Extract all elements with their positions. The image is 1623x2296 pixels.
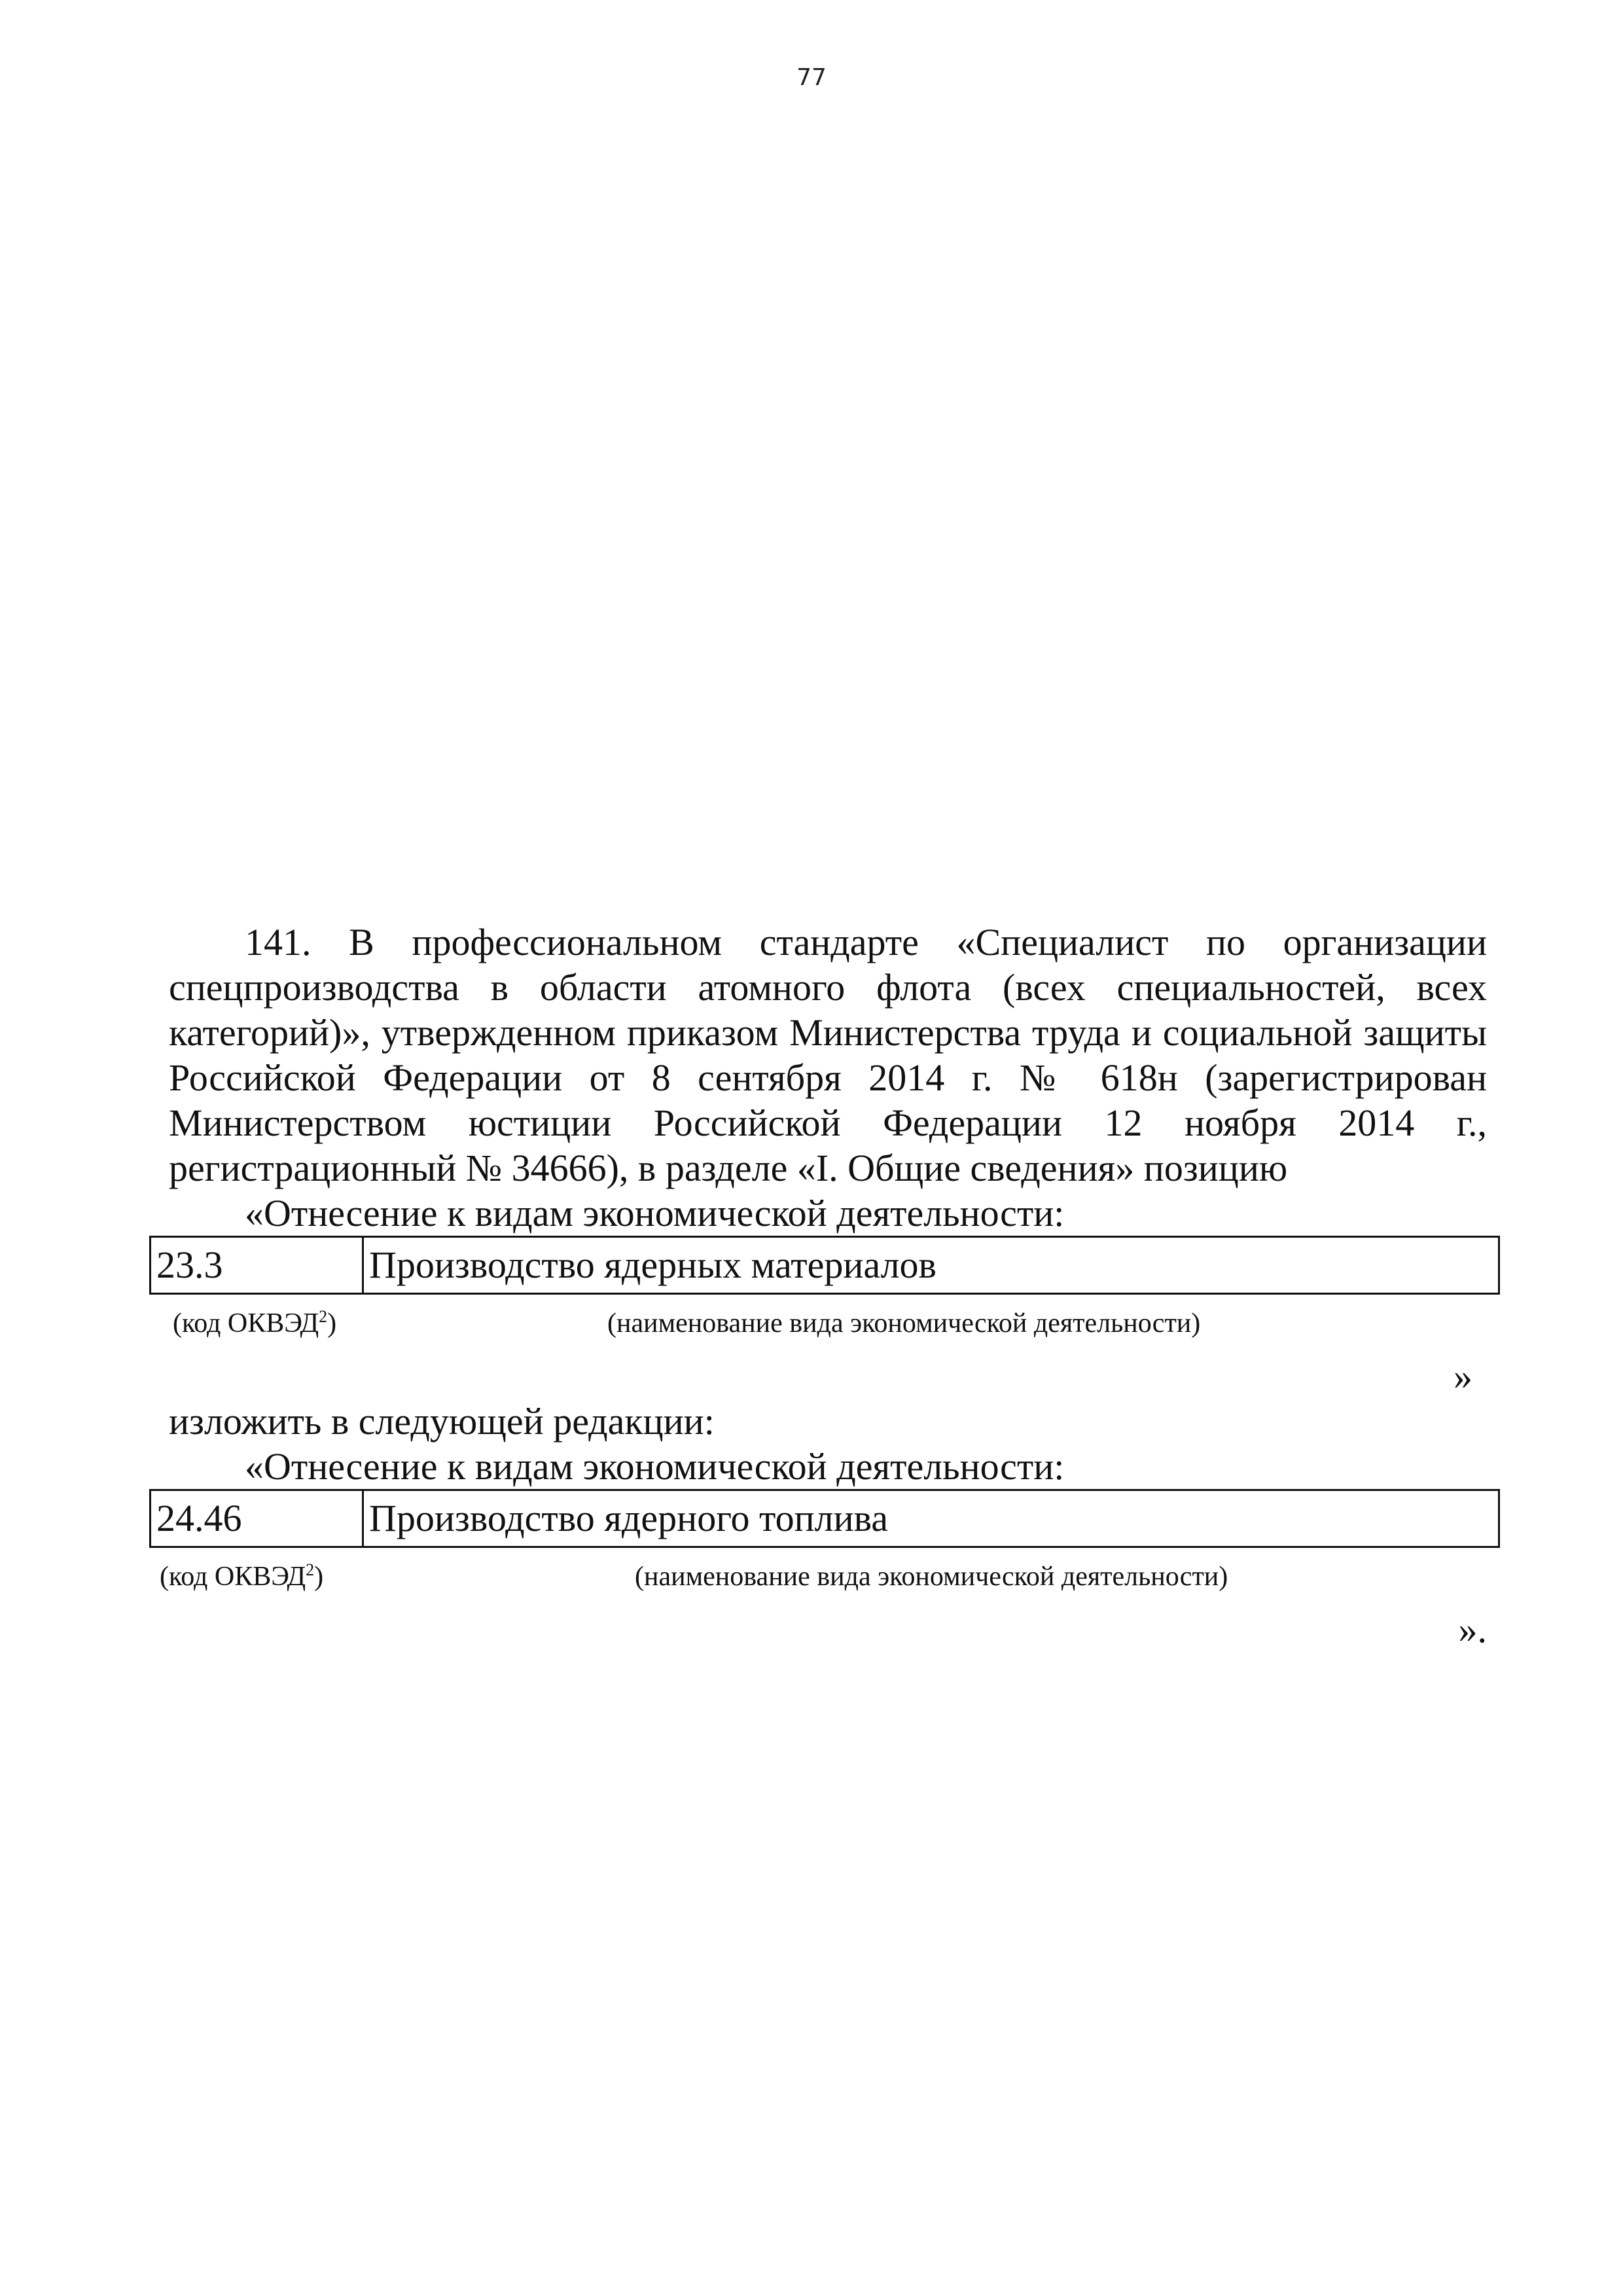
- old-block-heading: «Отнесение к видам экономической деятельности:: [245, 1192, 1065, 1234]
- new-caption-name: (наименование вида экономической деятельности): [635, 1562, 1228, 1592]
- old-caption-code: (код ОКВЭД$^2$): [173, 1307, 337, 1338]
- table-row: [151, 1237, 1499, 1294]
- amendment-paragraph: 141. В профессиональном стандарте «Специалист по организации спецпроизводства в области атомного флота (всех специальностей, всех категорий)», утвержденном приказом Министерства труда и социальной защиты Российской Федерации от 8 сентября 2014 г. № 618н (зарегистрирован Министерством юстиции Российской Федерации 12 ноября 2014 г., регистрационный № 34666), в разделе «I. Общие сведения» позицию: [169, 921, 1487, 1189]
- amendment-section: [156, 920, 1487, 1652]
- footnote-mark: 2: [319, 1307, 328, 1326]
- old-activity-name: Производство ядерных материалов: [363, 1237, 1499, 1294]
- old-caption-name: (наименование вида экономической деятельности): [607, 1308, 1201, 1338]
- old-table-captions: [169, 1304, 1487, 1343]
- new-caption-code: (код ОКВЭД$^2$): [160, 1560, 324, 1592]
- old-okved-table: [149, 1236, 1500, 1295]
- old-closing-quote: »: [1454, 1355, 1472, 1397]
- new-activity-name: Производство ядерного топлива: [363, 1490, 1499, 1547]
- new-block-heading: «Отнесение к видам экономической деятельности:: [245, 1445, 1065, 1488]
- old-okved-code: 23.3: [151, 1237, 363, 1294]
- new-closing-quote: ».: [1458, 1608, 1487, 1651]
- footnote-mark: 2: [306, 1560, 315, 1579]
- page-number: 77: [796, 64, 827, 91]
- replace-phrase: изложить в следующей редакции:: [169, 1400, 715, 1443]
- new-okved-code: 24.46: [151, 1490, 363, 1547]
- new-okved-table: [149, 1489, 1500, 1548]
- new-table-captions: [160, 1557, 1487, 1596]
- table-row: [151, 1490, 1499, 1547]
